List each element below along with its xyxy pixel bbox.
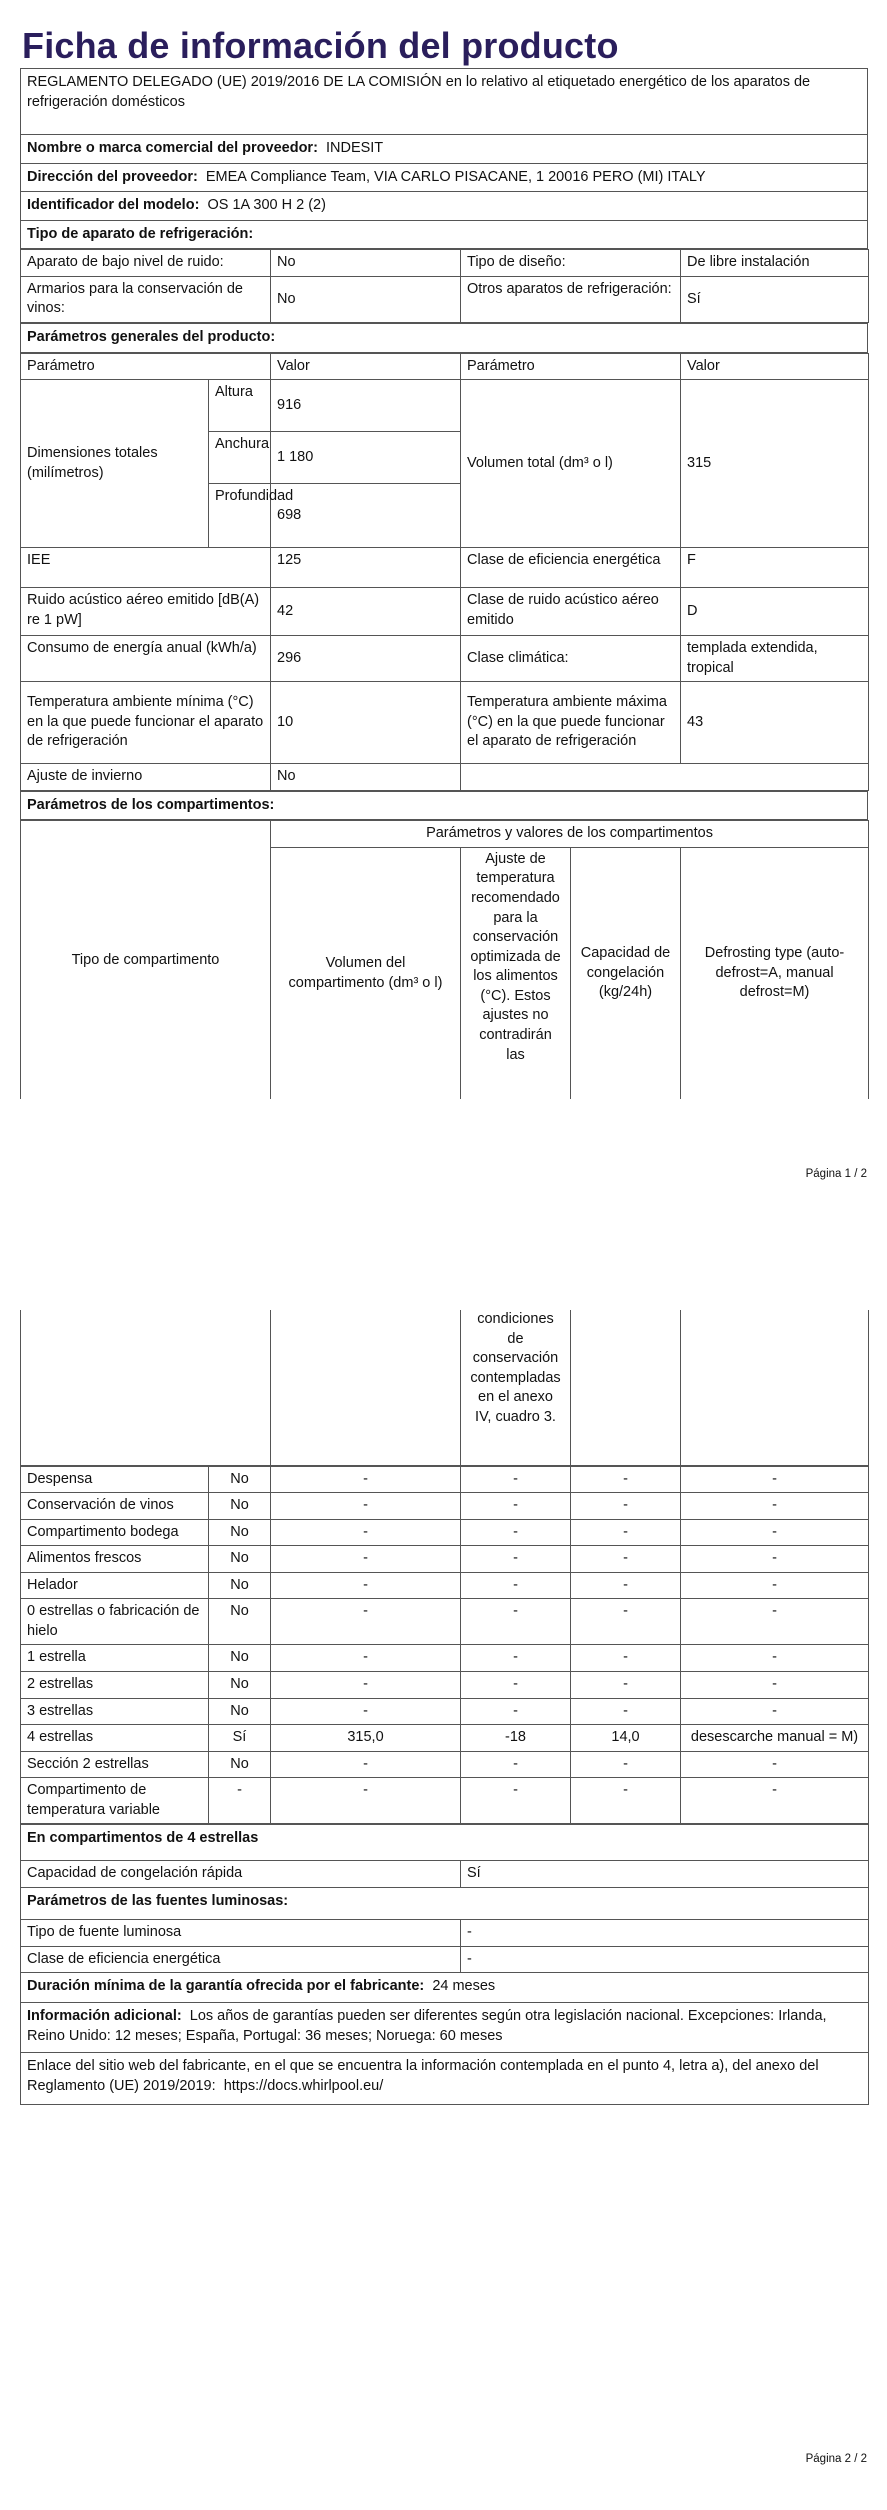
compartment-defrost: - bbox=[681, 1599, 869, 1645]
dimension-sub-label: Anchura bbox=[209, 432, 271, 484]
compartment-name: Sección 2 estrellas bbox=[21, 1751, 209, 1778]
compartment-temp: - bbox=[461, 1466, 571, 1493]
comp-temp-header-part1: Ajuste de temperatura recomendado para la conservación optimizada de los alimentos (°C). Estos ajustes no contradirán las bbox=[461, 847, 571, 1099]
compartment-temp: -18 bbox=[461, 1725, 571, 1752]
compartment-defrost: - bbox=[681, 1751, 869, 1778]
compartment-volume: - bbox=[271, 1546, 461, 1573]
total-volume-value: 315 bbox=[681, 380, 869, 548]
winter-label: Ajuste de invierno bbox=[21, 764, 271, 791]
compartment-present: No bbox=[209, 1599, 271, 1645]
compartment-row bbox=[21, 1519, 869, 1546]
additional-value: Los años de garantías pueden ser diferentes según otra legislación nacional. Excepciones: Irlanda, Reino Unido: 12 meses; España, Portugal: 36 meses; Noruega: 60 meses bbox=[27, 2008, 827, 2044]
compartment-volume: - bbox=[271, 1672, 461, 1699]
model-row bbox=[21, 192, 868, 221]
supplier-value: EMEA Compliance Team, VIA CARLO PISACANE, 1 20016 PERO (MI) ITALY bbox=[205, 168, 706, 185]
param-header: Parámetro bbox=[21, 353, 271, 380]
comp-group-header: Parámetros y valores de los compartimentos bbox=[271, 821, 869, 848]
light-value: - bbox=[461, 1946, 869, 1973]
compartment-row bbox=[21, 1546, 869, 1573]
dimensions-label: Dimensiones totales (milímetros) bbox=[21, 380, 209, 548]
compartment-defrost: - bbox=[681, 1546, 869, 1573]
info-sheet-frame-continued bbox=[20, 1310, 868, 2105]
compartment-name: Alimentos frescos bbox=[21, 1546, 209, 1573]
compartment-row bbox=[21, 1645, 869, 1672]
param-header: Parámetro bbox=[461, 353, 681, 380]
compartment-freeze: - bbox=[571, 1672, 681, 1699]
general-value: 10 bbox=[271, 682, 461, 764]
compartment-present: No bbox=[209, 1672, 271, 1699]
compartment-temp: - bbox=[461, 1493, 571, 1520]
compartment-freeze: - bbox=[571, 1751, 681, 1778]
empty-cell bbox=[571, 1310, 681, 1465]
general-value: 125 bbox=[271, 548, 461, 588]
brand-label: Nombre o marca comercial del proveedor: bbox=[27, 140, 318, 156]
light-row bbox=[21, 1946, 869, 1973]
warranty-row bbox=[21, 1973, 869, 2003]
type-heading: Tipo de aparato de refrigeración: bbox=[21, 220, 868, 249]
compartment-present: No bbox=[209, 1466, 271, 1493]
general-label: Clase climática: bbox=[461, 636, 681, 682]
general-header-row bbox=[21, 353, 869, 380]
light-label: Tipo de fuente luminosa bbox=[21, 1919, 461, 1946]
compartment-name: 4 estrellas bbox=[21, 1725, 209, 1752]
compartment-defrost: - bbox=[681, 1519, 869, 1546]
type-label: Armarios para la conservación de vinos: bbox=[21, 276, 271, 322]
info-sheet-frame bbox=[20, 68, 868, 1099]
type-row bbox=[21, 250, 869, 277]
light-value: - bbox=[461, 1919, 869, 1946]
compartment-row bbox=[21, 1599, 869, 1645]
compartment-temp: - bbox=[461, 1519, 571, 1546]
general-row bbox=[21, 682, 869, 764]
total-volume-label: Volumen total (dm³ o l) bbox=[461, 380, 681, 548]
compartment-defrost: - bbox=[681, 1672, 869, 1699]
general-label: Consumo de energía anual (kWh/a) bbox=[21, 636, 271, 682]
empty-cell bbox=[681, 1310, 869, 1465]
general-heading-table bbox=[20, 323, 868, 353]
general-table bbox=[20, 353, 869, 791]
comp-group-header-row bbox=[21, 821, 869, 848]
compartment-temp: - bbox=[461, 1698, 571, 1725]
page-number: Página 2 / 2 bbox=[805, 2453, 867, 2465]
empty-cell bbox=[271, 1310, 461, 1465]
warranty-label: Duración mínima de la garantía ofrecida por el fabricante: bbox=[27, 1978, 425, 1995]
page-2 bbox=[0, 1230, 887, 2510]
compartment-row bbox=[21, 1698, 869, 1725]
compartment-freeze: - bbox=[571, 1599, 681, 1645]
winter-row bbox=[21, 764, 869, 791]
weblink-row bbox=[21, 2053, 869, 2105]
comp-volume-header: Volumen del compartimento (dm³ o l) bbox=[271, 847, 461, 1099]
light-label: Clase de eficiencia energética bbox=[21, 1946, 461, 1973]
compartment-volume: 315,0 bbox=[271, 1725, 461, 1752]
compartment-row bbox=[21, 1672, 869, 1699]
compartment-row bbox=[21, 1751, 869, 1778]
regulation-text: REGLAMENTO DELEGADO (UE) 2019/2016 DE LA COMISIÓN en lo relativo al etiquetado energético de los aparatos de refrigeración domésticos bbox=[21, 69, 868, 135]
compartment-name: Compartimento bodega bbox=[21, 1519, 209, 1546]
four-star-table bbox=[20, 1824, 869, 2105]
general-value: 296 bbox=[271, 636, 461, 682]
compartment-freeze: - bbox=[571, 1645, 681, 1672]
general-heading: Parámetros generales del producto: bbox=[21, 323, 868, 352]
header-table bbox=[20, 68, 868, 249]
fast-freeze-label: Capacidad de congelación rápida bbox=[21, 1861, 461, 1888]
compartment-volume: - bbox=[271, 1751, 461, 1778]
compartment-name: 0 estrellas o fabricación de hielo bbox=[21, 1599, 209, 1645]
compartment-name: Despensa bbox=[21, 1466, 209, 1493]
compartment-volume: - bbox=[271, 1645, 461, 1672]
warranty-value: 24 meses bbox=[432, 1978, 496, 1995]
general-label: IEE bbox=[21, 548, 271, 588]
compartment-present: No bbox=[209, 1546, 271, 1573]
compartment-freeze: - bbox=[571, 1546, 681, 1573]
compartment-present: - bbox=[209, 1778, 271, 1824]
compartment-volume: - bbox=[271, 1599, 461, 1645]
model-label: Identificador del modelo: bbox=[27, 197, 200, 214]
type-value: Sí bbox=[681, 276, 869, 322]
empty-cell bbox=[461, 764, 869, 791]
dimension-value: 916 bbox=[271, 380, 461, 432]
compartment-temp: - bbox=[461, 1778, 571, 1824]
dimension-sub-label: Profundidad bbox=[209, 484, 271, 548]
brand-row bbox=[21, 135, 868, 164]
dimension-row bbox=[21, 380, 869, 432]
compartment-defrost: - bbox=[681, 1778, 869, 1824]
compartment-volume: - bbox=[271, 1778, 461, 1824]
compartment-defrost: desescarche manual = M) bbox=[681, 1725, 869, 1752]
empty-cell bbox=[21, 1310, 271, 1465]
compartment-row bbox=[21, 1725, 869, 1752]
general-value: templada extendida, tropical bbox=[681, 636, 869, 682]
compartment-name: 3 estrellas bbox=[21, 1698, 209, 1725]
winter-value: No bbox=[271, 764, 461, 791]
compartment-freeze: - bbox=[571, 1493, 681, 1520]
compartments-table bbox=[20, 1466, 869, 1825]
weblink-text: Enlace del sitio web del fabricante, en el que se encuentra la información contemplada en el punto 4, letra a), del anexo del Reglamento (UE) 2019/2019: bbox=[27, 2058, 819, 2094]
compartment-volume: - bbox=[271, 1698, 461, 1725]
compartment-temp: - bbox=[461, 1599, 571, 1645]
additional-info-row bbox=[21, 2003, 869, 2053]
type-label: Aparato de bajo nivel de ruido: bbox=[21, 250, 271, 277]
compartment-row bbox=[21, 1493, 869, 1520]
general-row bbox=[21, 636, 869, 682]
compartments-heading-table bbox=[20, 791, 868, 821]
compartment-present: Sí bbox=[209, 1725, 271, 1752]
compartment-temp: - bbox=[461, 1572, 571, 1599]
compartments-header-table bbox=[20, 820, 869, 1099]
compartment-defrost: - bbox=[681, 1698, 869, 1725]
type-value: No bbox=[271, 276, 461, 322]
compartment-freeze: - bbox=[571, 1466, 681, 1493]
value-header: Valor bbox=[271, 353, 461, 380]
light-heading: Parámetros de las fuentes luminosas: bbox=[21, 1887, 869, 1919]
compartment-volume: - bbox=[271, 1466, 461, 1493]
type-label: Tipo de diseño: bbox=[461, 250, 681, 277]
page-title: Ficha de información del producto bbox=[22, 25, 619, 66]
fast-freeze-row bbox=[21, 1861, 869, 1888]
compartment-temp: - bbox=[461, 1672, 571, 1699]
compartment-volume: - bbox=[271, 1572, 461, 1599]
supplier-row bbox=[21, 163, 868, 192]
compartment-freeze: - bbox=[571, 1519, 681, 1546]
light-row bbox=[21, 1919, 869, 1946]
compartment-defrost: - bbox=[681, 1493, 869, 1520]
compartment-freeze: - bbox=[571, 1698, 681, 1725]
compartment-row bbox=[21, 1466, 869, 1493]
compartment-name: Helador bbox=[21, 1572, 209, 1599]
general-value: 43 bbox=[681, 682, 869, 764]
page-number: Página 1 / 2 bbox=[805, 1168, 867, 1180]
compartment-volume: - bbox=[271, 1519, 461, 1546]
compartment-present: No bbox=[209, 1572, 271, 1599]
compartment-freeze: - bbox=[571, 1778, 681, 1824]
manufacturer-link[interactable]: https://docs.whirlpool.eu/ bbox=[223, 2077, 384, 2094]
compartment-defrost: - bbox=[681, 1466, 869, 1493]
four-star-heading: En compartimentos de 4 estrellas bbox=[21, 1825, 869, 1861]
general-value: 42 bbox=[271, 588, 461, 636]
compartments-body bbox=[21, 1466, 869, 1824]
dimension-value: 1 180 bbox=[271, 432, 461, 484]
fast-freeze-value: Sí bbox=[461, 1861, 869, 1888]
general-value: F bbox=[681, 548, 869, 588]
compartment-temp: - bbox=[461, 1645, 571, 1672]
compartment-name: Compartimento de temperatura variable bbox=[21, 1778, 209, 1824]
general-label: Temperatura ambiente mínima (°C) en la que puede funcionar el aparato de refrigeración bbox=[21, 682, 271, 764]
comp-type-header: Tipo de compartimento bbox=[21, 821, 271, 1100]
comp-temp-header-part2: condiciones de conservación contempladas en el anexo IV, cuadro 3. bbox=[461, 1310, 571, 1465]
comp-freeze-header: Capacidad de congelación (kg/24h) bbox=[571, 847, 681, 1099]
compartment-name: 2 estrellas bbox=[21, 1672, 209, 1699]
compartment-defrost: - bbox=[681, 1645, 869, 1672]
additional-label: Información adicional: bbox=[27, 2008, 182, 2025]
compartment-row bbox=[21, 1778, 869, 1824]
value-header: Valor bbox=[681, 353, 869, 380]
general-label: Clase de eficiencia energética bbox=[461, 548, 681, 588]
model-value: OS 1A 300 H 2 (2) bbox=[207, 197, 326, 214]
dimension-value: 698 bbox=[271, 484, 461, 548]
compartment-name: 1 estrella bbox=[21, 1645, 209, 1672]
compartment-freeze: - bbox=[571, 1572, 681, 1599]
dimension-sub-label: Altura bbox=[209, 380, 271, 432]
compartments-heading: Parámetros de los compartimentos: bbox=[21, 791, 868, 820]
compartment-present: No bbox=[209, 1645, 271, 1672]
comp-header-row-continued bbox=[21, 1310, 869, 1465]
compartments-header-continued bbox=[20, 1310, 869, 1466]
compartment-temp: - bbox=[461, 1546, 571, 1573]
type-value: No bbox=[271, 250, 461, 277]
compartment-present: No bbox=[209, 1698, 271, 1725]
general-row bbox=[21, 588, 869, 636]
type-label: Otros aparatos de refrigeración: bbox=[461, 276, 681, 322]
compartment-volume: - bbox=[271, 1493, 461, 1520]
compartment-defrost: - bbox=[681, 1572, 869, 1599]
compartment-temp: - bbox=[461, 1751, 571, 1778]
general-label: Temperatura ambiente máxima (°C) en la que puede funcionar el aparato de refrigeración bbox=[461, 682, 681, 764]
comp-defrost-header: Defrosting type (auto-defrost=A, manual defrost=M) bbox=[681, 847, 869, 1099]
compartment-row bbox=[21, 1572, 869, 1599]
compartment-present: No bbox=[209, 1519, 271, 1546]
compartment-freeze: 14,0 bbox=[571, 1725, 681, 1752]
supplier-label: Dirección del proveedor: bbox=[27, 168, 198, 185]
page-1 bbox=[0, 0, 887, 1230]
compartment-present: No bbox=[209, 1751, 271, 1778]
compartment-present: No bbox=[209, 1493, 271, 1520]
compartment-name: Conservación de vinos bbox=[21, 1493, 209, 1520]
type-table bbox=[20, 249, 869, 323]
type-value: De libre instalación bbox=[681, 250, 869, 277]
type-row bbox=[21, 276, 869, 322]
general-label: Ruido acústico aéreo emitido [dB(A) re 1 pW] bbox=[21, 588, 271, 636]
brand-value: INDESIT bbox=[325, 140, 384, 156]
general-label: Clase de ruido acústico aéreo emitido bbox=[461, 588, 681, 636]
general-row bbox=[21, 548, 869, 588]
general-value: D bbox=[681, 588, 869, 636]
